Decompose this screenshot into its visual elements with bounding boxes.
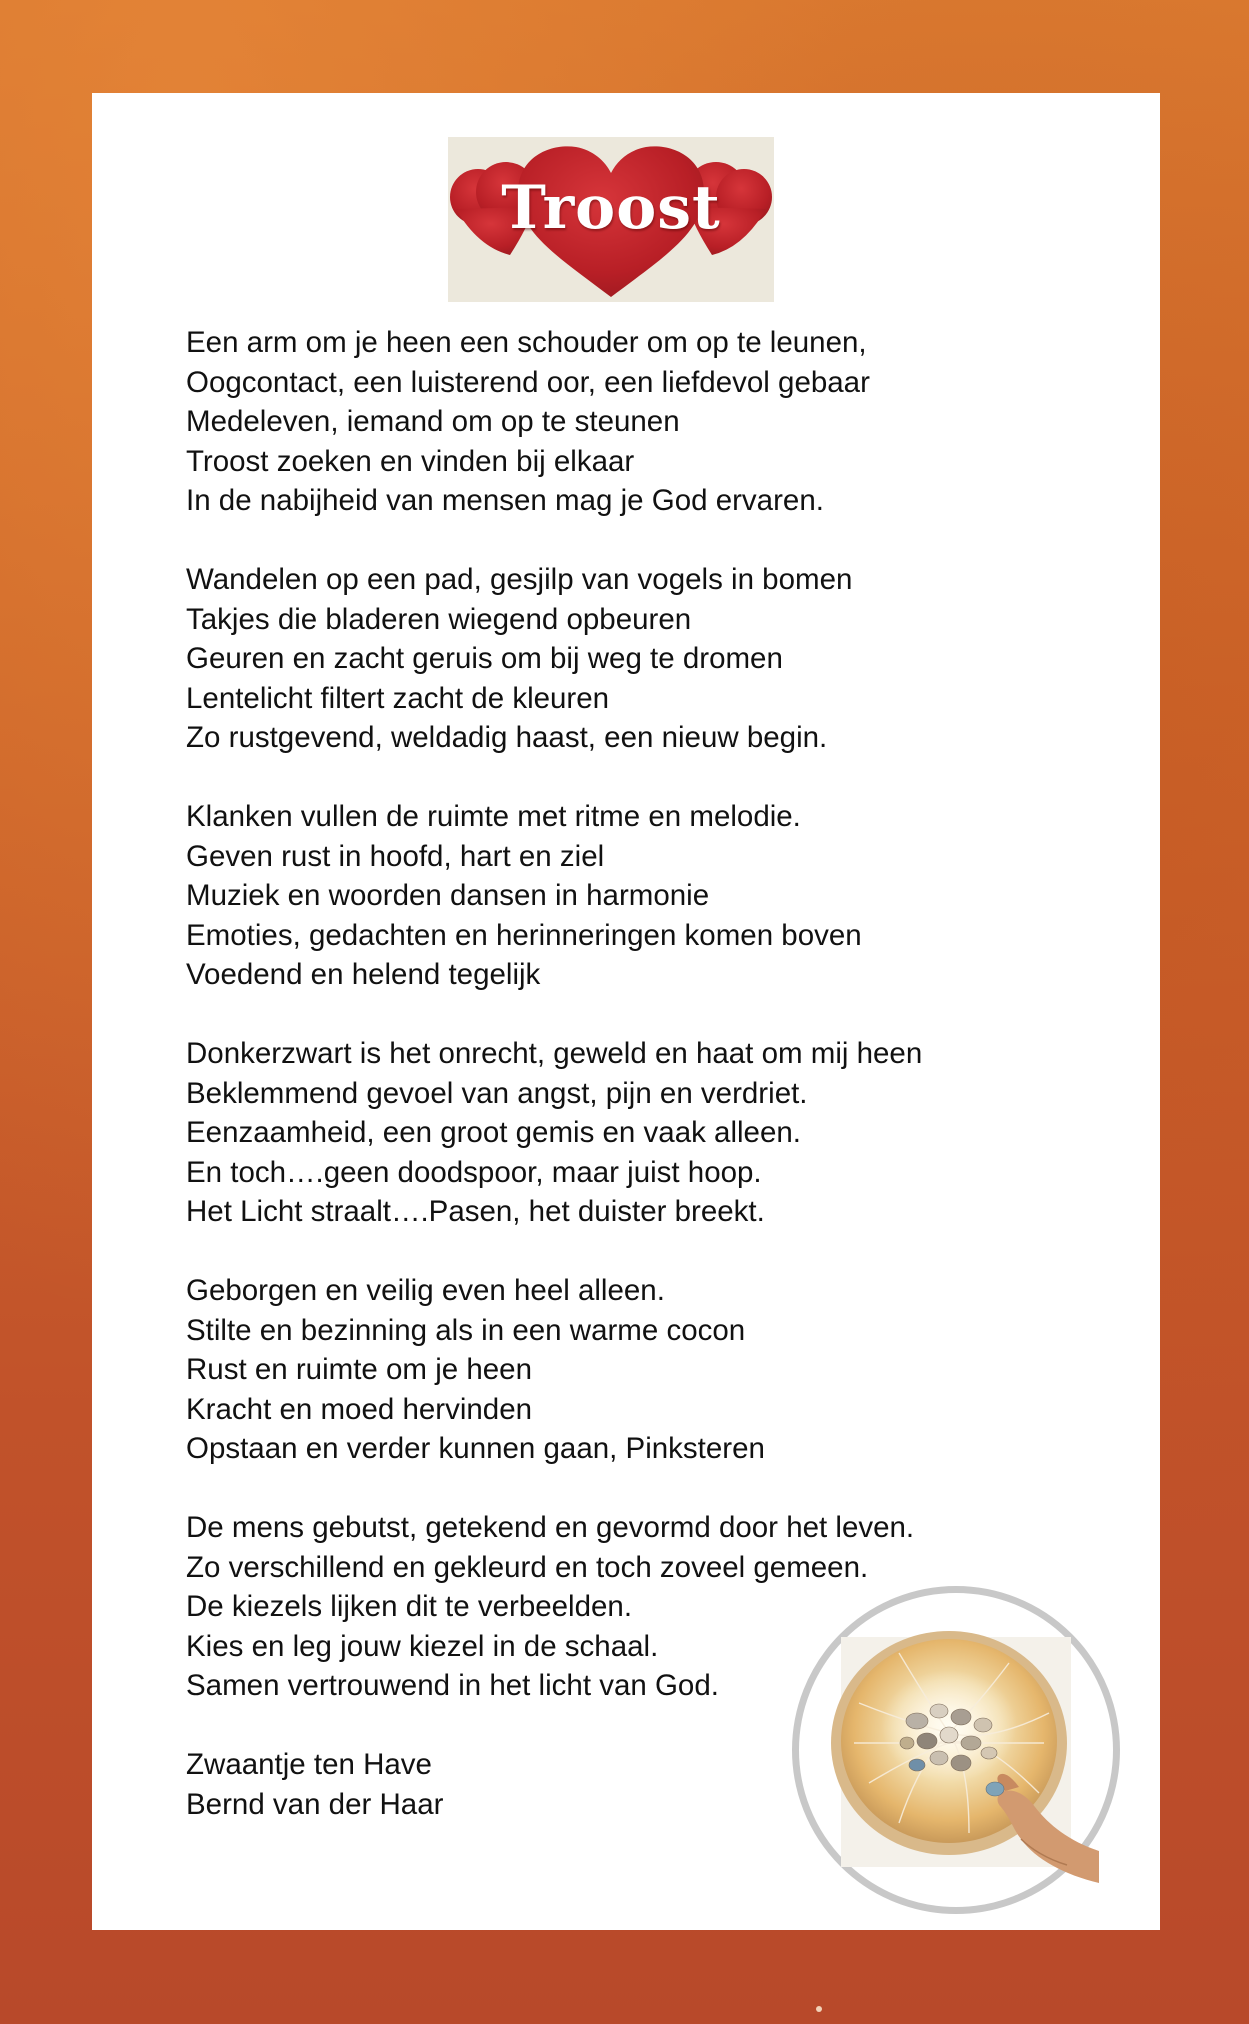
- poem-line: Zo verschillend en gekleurd en toch zoveel gemeen.: [186, 1550, 869, 1584]
- poem-line: Geuren en zacht geruis om bij weg te dromen: [186, 642, 783, 675]
- poem-line: Emoties, gedachten en herinneringen komen boven: [186, 918, 862, 952]
- poem-line: Klanken vullen de ruimte met ritme en melodie.: [186, 800, 801, 833]
- poem-line: Stilte en bezinning als in een warme cocon: [186, 1313, 746, 1347]
- poem-line: Samen vertrouwend in het licht van God.: [186, 1669, 719, 1702]
- poem-line: Donkerzwart is het onrecht, geweld en haat om mij heen: [186, 1037, 923, 1070]
- poem-line: Troost zoeken en vinden bij elkaar: [186, 444, 635, 478]
- poem-line: De kiezels lijken dit te verbeelden.: [186, 1590, 633, 1623]
- pebble-bowl-photo: [792, 1586, 1120, 1914]
- poem-line: Kies en leg jouw kiezel in de schaal.: [186, 1629, 659, 1663]
- author-name: Bernd van der Haar: [186, 1787, 444, 1821]
- poem-line: Takjes die bladeren wiegend opbeuren: [186, 602, 692, 636]
- stanza-4: [186, 1034, 1086, 1232]
- poem-line: Geven rust in hoofd, hart en ziel: [186, 839, 605, 873]
- poem-line: Medeleven, iemand om op te steunen: [186, 405, 680, 438]
- stanza-2: [186, 560, 1086, 758]
- poem-line: De mens gebutst, getekend en gevormd door het leven.: [186, 1511, 915, 1544]
- poem-line: Rust en ruimte om je heen: [186, 1353, 532, 1386]
- logo-title: Troost: [501, 173, 721, 243]
- poem-line: Voedend en helend tegelijk: [186, 958, 541, 991]
- background-sparkle: [816, 2006, 822, 2012]
- poem-line: En toch….geen doodspoor, maar juist hoop.: [186, 1155, 762, 1189]
- poem-line: Kracht en moed hervinden: [186, 1392, 533, 1426]
- pebble-bowl-illustration: [799, 1593, 1113, 1907]
- poem-line: Beklemmend gevoel van angst, pijn en verdriet.: [186, 1076, 808, 1110]
- poem-card: [92, 93, 1160, 1930]
- poem-line: Eenzaamheid, een groot gemis en vaak alleen.: [186, 1116, 801, 1149]
- poem-line: Oogcontact, een luisterend oor, een liefdevol gebaar: [186, 365, 870, 399]
- stanza-5: [186, 1271, 1086, 1469]
- stanza-3: [186, 797, 1086, 995]
- stanza-1: [186, 323, 1086, 521]
- poem-line: Muziek en woorden dansen in harmonie: [186, 879, 710, 912]
- poem-line: Het Licht straalt….Pasen, het duister breekt.: [186, 1195, 765, 1228]
- poem-line: Een arm om je heen een schouder om op te leunen,: [186, 326, 867, 359]
- poem-line: Geborgen en veilig even heel alleen.: [186, 1274, 665, 1307]
- author-name: Zwaantje ten Have: [186, 1748, 432, 1781]
- poem-line: In de nabijheid van mensen mag je God ervaren.: [186, 484, 824, 517]
- poem-line: Lentelicht filtert zacht de kleuren: [186, 681, 610, 715]
- poem-line: Zo rustgevend, weldadig haast, een nieuw begin.: [186, 721, 828, 754]
- troost-logo: [448, 137, 774, 302]
- poem-line: Opstaan en verder kunnen gaan, Pinksteren: [186, 1432, 765, 1465]
- poem-line: Wandelen op een pad, gesjilp van vogels in bomen: [186, 563, 853, 596]
